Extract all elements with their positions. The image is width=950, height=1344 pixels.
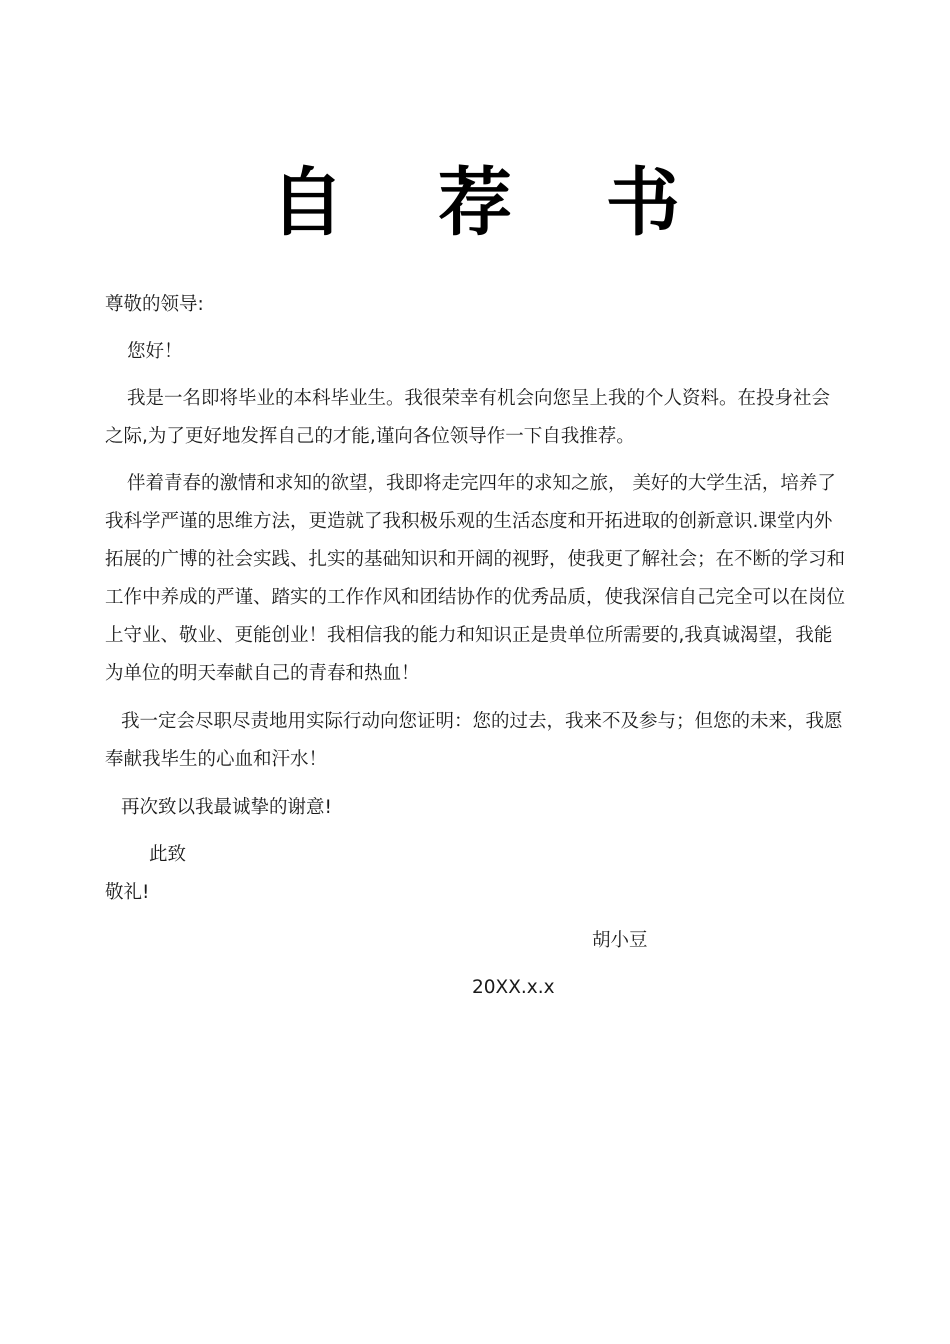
- paragraph-thanks: 再次致以我最诚挚的谢意!: [121, 797, 332, 818]
- document-title: 自 荐 书: [270, 160, 714, 246]
- salutation: 尊敬的领导:: [105, 294, 204, 315]
- letter-body: [105, 286, 845, 912]
- signature-date: 20XX.x.x: [472, 977, 555, 998]
- paragraph-university: 伴着青春的激情和求知的欲望，我即将走完四年的求知之旅， 美好的大学生活，培养了我科学严谨的思维方法，更造就了我积极乐观的生活态度和开拓进取的创新意识.课堂内外拓展的广博的社会实践、扎实的基础知识和开阔的视野，使我更了解社会；在不断的学习和工作中养成的严谨、踏实的工作作风和团结协作的优秀品质，使我深信自己完全可以在岗位上守业、敬业、更能创业！我相信我的能力和知识正是贵单位所需要的,我真诚渴望，我能为单位的明天奉献自己的青春和热血！: [105, 473, 846, 684]
- signature-name: 胡小豆: [592, 930, 648, 951]
- paragraph-intro: 我是一名即将毕业的本科毕业生。我很荣幸有机会向您呈上我的个人资料。在投身社会之际,为了更好地发挥自己的才能,谨向各位领导作一下自我推荐。: [105, 388, 831, 447]
- greeting: 您好！: [127, 341, 183, 362]
- closing-ci-zhi: 此致: [149, 844, 187, 865]
- paragraph-commitment: 我一定会尽职尽责地用实际行动向您证明：您的过去，我来不及参与；但您的未来，我愿奉献我毕生的心血和汗水！: [105, 711, 843, 770]
- closing-jing-li: 敬礼!: [105, 882, 150, 903]
